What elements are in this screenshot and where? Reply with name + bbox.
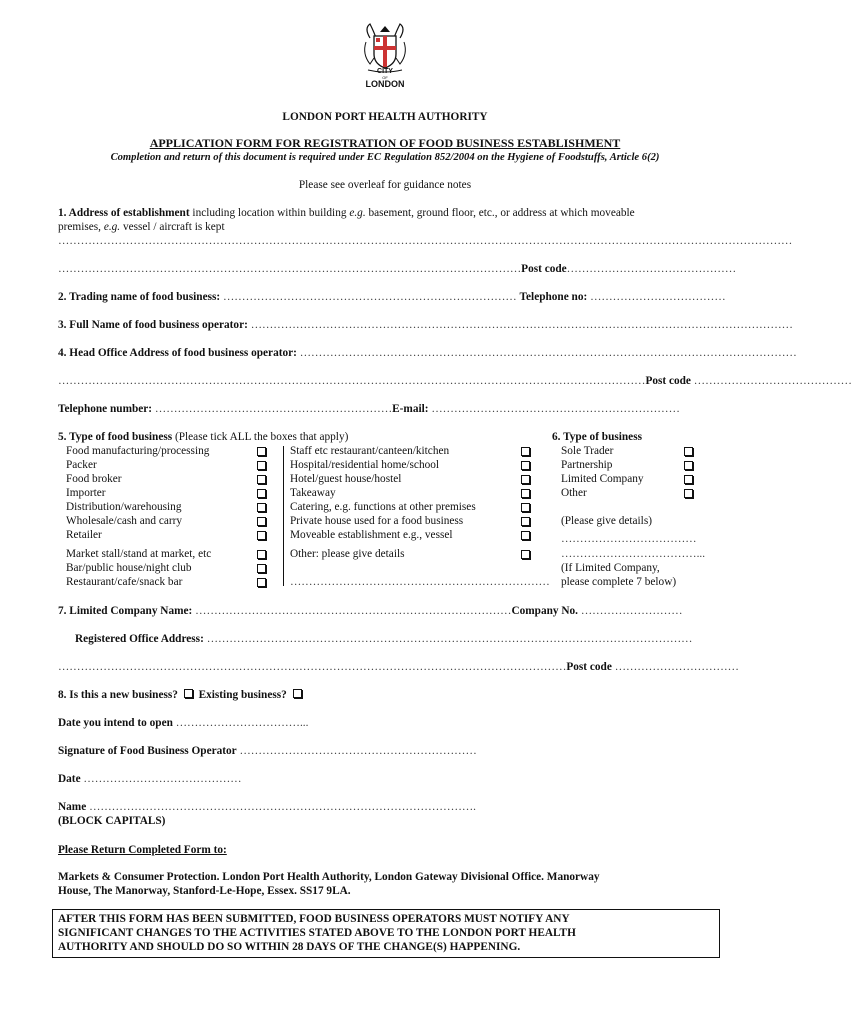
q1-line2 — [58, 220, 225, 234]
q5-option-b2-label: Restaurant/cafe/snack bar — [66, 576, 183, 588]
signature-field[interactable]: ……………………………………………………… — [239, 745, 477, 757]
q6-details-label: (Please give details) — [561, 515, 652, 527]
q4-address-field-1[interactable]: …………………………………………………………………………………………………………………… — [299, 347, 797, 359]
tel-email-row — [58, 402, 710, 416]
q1-line2a: premises, — [58, 221, 104, 233]
q3-operator-name-field[interactable]: ……………………………………………………………………………………………………………………………… — [250, 319, 793, 331]
logo-text-of: OF — [382, 75, 388, 80]
q5-option-1-checkbox[interactable] — [257, 461, 266, 470]
q8-existing-label: Existing business? — [198, 689, 287, 701]
return-heading: Please Return Completed Form to: — [58, 844, 227, 856]
date-label: Date — [58, 773, 81, 785]
q8-row — [58, 688, 302, 702]
q6-label: 6. Type of business — [552, 431, 642, 443]
q6-note-1: (If Limited Company, — [561, 562, 660, 574]
q5-option-2-checkbox[interactable] — [257, 475, 266, 484]
q6-details-field-1[interactable]: ……………………………… — [561, 533, 697, 545]
date-open-label: Date you intend to open — [58, 717, 173, 729]
q7-company-no-field[interactable]: ……………………… — [580, 605, 683, 617]
q6-option-0-label: Sole Trader — [561, 445, 614, 457]
q5-option-5-checkbox[interactable] — [257, 517, 266, 526]
notice-line-3: AUTHORITY AND SHOULD DO SO WITHIN 28 DAYS OF THE CHANGE(S) HAPPENING. — [58, 941, 521, 953]
q6-option-0-checkbox[interactable] — [684, 447, 693, 456]
q7-postcode-label: Post code — [566, 661, 612, 673]
guidance-note: Please see overleaf for guidance notes — [298, 179, 472, 191]
q5-option-2-label: Food broker — [66, 473, 122, 485]
form-title: APPLICATION FORM FOR REGISTRATION OF FOOD BUSINESS ESTABLISHMENT — [149, 136, 621, 150]
q6-note-2: please complete 7 below) — [561, 576, 677, 588]
q5-option-c3-label: Takeaway — [290, 487, 336, 499]
return-address-line-1: Markets & Consumer Protection. London Port Health Authority, London Gateway Divisional Office. Manorway — [58, 871, 600, 883]
q1-address-field-1[interactable]: …………………………………………………………………………………………………………………………………………………………………………… — [58, 235, 793, 247]
logo-text-bottom: LONDON — [365, 79, 405, 89]
q1-line2b: vessel / aircraft is kept — [120, 221, 225, 233]
q1-desc: including location within building — [189, 207, 350, 219]
q5-option-3-checkbox[interactable] — [257, 489, 266, 498]
q5-other-label: Other: please give details — [290, 548, 405, 560]
q2-tel-field[interactable]: ……………………………… — [590, 291, 726, 303]
q4-label: 4. Head Office Address of food business operator: — [58, 347, 297, 359]
date-field[interactable]: …………………………………… — [83, 773, 242, 785]
form-subtitle: Completion and return of this document is required under EC Regulation 852/2004 on the Hygiene of Foodstuffs, Article 6(2) — [110, 152, 660, 163]
q1-eg1: e.g. — [349, 207, 366, 219]
q1-postcode-label: Post code — [521, 263, 567, 275]
q2-trading-name-field[interactable]: …………………………………………………………………… — [223, 291, 517, 303]
q3-label: 3. Full Name of food business operator: — [58, 319, 248, 331]
q5-option-c1-checkbox[interactable] — [521, 461, 530, 470]
q6-option-2-label: Limited Company — [561, 473, 644, 485]
q5-option-4-label: Distribution/warehousing — [66, 501, 182, 513]
q5-option-c5-checkbox[interactable] — [521, 517, 530, 526]
q5-option-c3-checkbox[interactable] — [521, 489, 530, 498]
q5-hint: (Please tick ALL the boxes that apply) — [172, 431, 349, 443]
q8-new-business-checkbox[interactable] — [184, 689, 193, 698]
q7-label: 7. Limited Company Name: — [58, 605, 193, 617]
logo-text-top: CITY — [377, 68, 393, 75]
city-of-london-logo — [356, 22, 414, 94]
signature-label: Signature of Food Business Operator — [58, 745, 237, 757]
q2-tel-label: Telephone no: — [519, 291, 588, 303]
q1-line1 — [58, 206, 635, 220]
q5-option-1-label: Packer — [66, 459, 97, 471]
q5-option-c5-label: Private house used for a food business — [290, 515, 464, 527]
q5-label: 5. Type of food business — [58, 431, 173, 443]
q5-option-b1-checkbox[interactable] — [257, 564, 266, 573]
q5-option-b1-label: Bar/public house/night club — [66, 562, 192, 574]
name-label: Name — [58, 801, 87, 813]
q1-address-line-2 — [58, 262, 737, 276]
email-field[interactable]: ………………………………………………………… — [431, 403, 680, 415]
q5-other-checkbox[interactable] — [521, 550, 530, 559]
notice-line-1: AFTER THIS FORM HAS BEEN SUBMITTED, FOOD BUSINESS OPERATORS MUST NOTIFY ANY — [58, 913, 570, 925]
q5-heading — [58, 430, 348, 444]
q4-address-field-2[interactable]: ………………………………………………………………………………………………………………………………………… — [58, 375, 646, 387]
q5-column-divider — [283, 446, 284, 586]
q7-registered-address-field[interactable]: ………………………………………………………………………………………………………………… — [206, 633, 693, 645]
q5-option-c2-checkbox[interactable] — [521, 475, 530, 484]
tel-label: Telephone number: — [58, 403, 153, 415]
q5-option-0-checkbox[interactable] — [257, 447, 266, 456]
q5-option-b0-checkbox[interactable] — [257, 550, 266, 559]
coat-of-arms-icon — [356, 22, 414, 74]
q5-option-5-label: Wholesale/cash and carry — [66, 515, 183, 527]
q7-address-field-2[interactable]: ……………………………………………………………………………………………………………………… — [58, 661, 567, 673]
q5-option-4-checkbox[interactable] — [257, 503, 266, 512]
q1-eg2: e.g. — [103, 221, 121, 233]
q5-option-c4-checkbox[interactable] — [521, 503, 530, 512]
q5-option-c0-checkbox[interactable] — [521, 447, 530, 456]
q5-option-b0-label: Market stall/stand at market, etc — [66, 548, 212, 560]
q1-desc2: basement, ground floor, etc., or address at which moveable — [365, 207, 635, 219]
q7-postcode-field[interactable]: …………………………… — [614, 661, 739, 673]
q5-option-b2-checkbox[interactable] — [257, 578, 266, 587]
q5-option-c2-label: Hotel/guest house/hostel — [290, 473, 402, 485]
q6-option-1-checkbox[interactable] — [684, 461, 693, 470]
signature-row — [58, 744, 477, 758]
q6-option-1-label: Partnership — [561, 459, 613, 471]
q5-option-6-checkbox[interactable] — [257, 531, 266, 540]
name-row — [58, 800, 476, 814]
date-open-field[interactable]: ……………………………... — [175, 717, 309, 729]
q6-option-3-checkbox[interactable] — [684, 489, 693, 498]
date-row — [58, 772, 242, 786]
q1-label: 1. Address of establishment — [58, 207, 190, 219]
tel-field[interactable]: ……………………………………………………… — [154, 403, 393, 415]
q5-other-details-field[interactable]: …………………………………………………………… — [290, 576, 550, 588]
q6-details-field-2[interactable]: ………………………………... — [561, 548, 706, 560]
q2-label: 2. Trading name of food business: — [58, 291, 221, 303]
authority-heading: LONDON PORT HEALTH AUTHORITY — [282, 111, 488, 123]
q7-registered-label: Registered Office Address: — [75, 633, 204, 645]
q7-registered-row — [75, 632, 710, 646]
q5-option-0-label: Food manufacturing/processing — [66, 445, 210, 457]
q1-address-field-2[interactable]: …………………………………………………………………………………………………………… — [58, 263, 522, 275]
q5-option-6-label: Retailer — [66, 529, 102, 541]
name-note: (BLOCK CAPITALS) — [58, 815, 166, 827]
q5-option-c1-label: Hospital/residential home/school — [290, 459, 440, 471]
q2-row — [58, 290, 726, 304]
notice-line-2: SIGNIFICANT CHANGES TO THE ACTIVITIES STATED ABOVE TO THE LONDON PORT HEALTH — [58, 927, 576, 939]
q1-postcode-field[interactable]: ……………………………………… — [566, 263, 737, 275]
q5-option-c0-label: Staff etc restaurant/canteen/kitchen — [290, 445, 450, 457]
q5-option-c6-checkbox[interactable] — [521, 531, 530, 540]
q5-option-c6-label: Moveable establishment e.g., vessel — [290, 529, 453, 541]
q5-option-3-label: Importer — [66, 487, 106, 499]
q7-company-no-label: Company No. — [511, 605, 578, 617]
q7-address-line-2 — [58, 660, 739, 674]
q3-row — [58, 318, 793, 332]
q5-option-c4-label: Catering, e.g. functions at other premises — [290, 501, 476, 513]
q7-row — [58, 604, 710, 618]
q6-option-2-checkbox[interactable] — [684, 475, 693, 484]
date-open-row — [58, 716, 308, 730]
q4-postcode-field[interactable]: …………………………………… — [693, 375, 852, 387]
q4-row — [58, 346, 797, 360]
return-address-line-2: House, The Manorway, Stanford-Le-Hope, Essex. SS17 9LA. — [58, 885, 351, 897]
q6-option-3-label: Other — [561, 487, 587, 499]
q8-existing-business-checkbox[interactable] — [293, 689, 302, 698]
q4-address-line-2 — [58, 374, 852, 388]
q4-postcode-label: Post code — [645, 375, 691, 387]
name-field[interactable]: …………………………………………………………………………………………. — [89, 801, 476, 813]
q8-label: 8. Is this a new business? — [58, 689, 178, 701]
email-label: E-mail: — [392, 403, 429, 415]
q7-company-name-field[interactable]: ………………………………………………………………………… — [195, 605, 512, 617]
